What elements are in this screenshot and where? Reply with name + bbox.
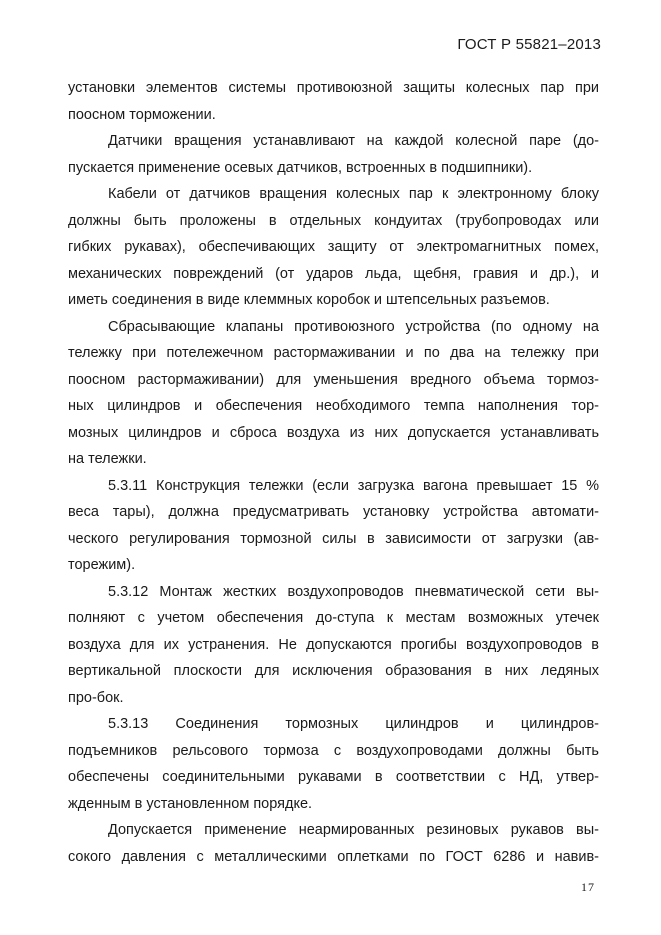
text-line: мозных цилиндров и сброса воздуха из них допускается устанавливать [68, 424, 599, 441]
text-line: веса тары), должна предусматривать установку устройства автомати- [68, 504, 599, 520]
text-line: Датчики вращения устанавливают на каждой колесной паре (до- [108, 133, 599, 149]
text-line: пускается применение осевых датчиков, встроенных в подшипники). [68, 159, 533, 176]
text-line: 5.3.12 Монтаж жестких воздухопроводов пневматической сети вы- [108, 583, 599, 600]
text-line: подъемников рельсового тормоза с воздухопроводами должны быть [68, 742, 599, 759]
text-line: гибких рукавах), обеспечивающих защиту от электромагнитных помех, [68, 239, 599, 255]
text-line: поосном торможении. [68, 106, 216, 123]
text-line: установки элементов системы противоюзной защиты колесных пар при [68, 80, 599, 96]
text-line: тележку при потележечном растормаживании и по два на тележку при [68, 345, 599, 361]
text-line: полняют с учетом обеспечения до-ступа к местам возможных утечек [68, 610, 599, 626]
text-line: жденным в установленном порядке. [68, 795, 313, 812]
text-line: должны быть проложены в отдельных кондуитах (трубопроводах или [68, 212, 599, 229]
text-line: механических повреждений (от ударов льда, щебня, гравия и др.), и [68, 265, 599, 282]
document-header: ГОСТ Р 55821–2013 [457, 36, 601, 53]
text-line: на тележки. [68, 451, 147, 467]
text-line: про-бок. [68, 689, 124, 706]
text-line: торежим). [68, 557, 136, 573]
text-line: Сбрасывающие клапаны противоюзного устройства (по одному на [108, 318, 599, 335]
text-line: поосном растормаживании) для уменьшения вредного объема тормоз- [68, 371, 599, 388]
text-line: 5.3.13 Соединения тормозных цилиндров и цилиндров- [108, 716, 599, 732]
text-line: обеспечены соединительными рукавами в соответствии с НД, утвер- [68, 769, 599, 785]
text-line: сокого давления с металлическими оплетками по ГОСТ 6286 и навив- [68, 848, 599, 865]
page-number: 17 [581, 880, 595, 894]
text-line: 5.3.11 Конструкция тележки (если загрузка вагона превышает 15 % [108, 477, 599, 494]
text-line: Кабели от датчиков вращения колесных пар к электронному блоку [108, 186, 599, 202]
text-line: вертикальной плоскости для исключения образования в них ледяных [68, 663, 599, 679]
text-line: Допускается применение неармированных резиновых рукавов вы- [108, 822, 599, 838]
body-text [68, 75, 599, 870]
text-line: ческого регулирования тормозной силы в зависимости от загрузки (ав- [68, 530, 599, 547]
text-line: ных цилиндров и обеспечения необходимого темпа наполнения тор- [68, 398, 599, 414]
text-line: воздуха для их устранения. Не допускаются прогибы воздухопроводов в [68, 636, 599, 653]
text-line: иметь соединения в виде клеммных коробок и штепсельных разъемов. [68, 292, 550, 308]
